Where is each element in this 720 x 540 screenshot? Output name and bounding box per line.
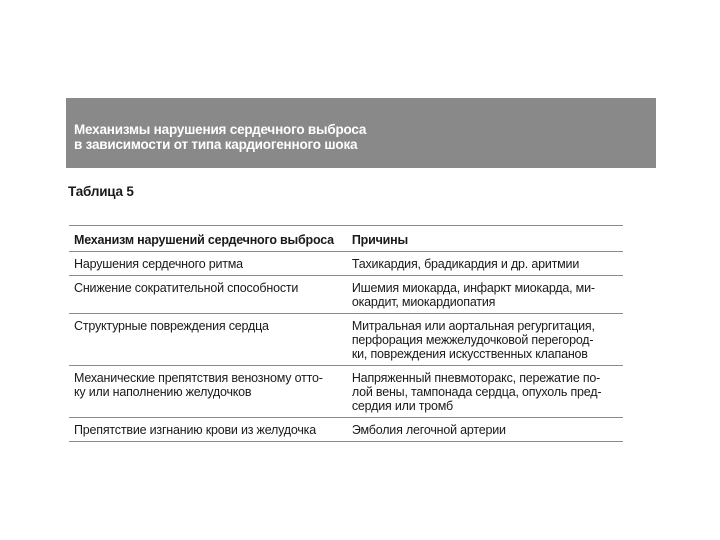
- table-row: [69, 252, 623, 276]
- column-header-mechanism: Механизм нарушений сердечного выброса: [69, 226, 347, 252]
- table-cell-mechanism: Снижение сократительной способности: [69, 276, 347, 314]
- table-label: Таблица 5: [68, 184, 134, 199]
- table-row: [69, 276, 623, 314]
- table-header-row: [69, 226, 623, 252]
- banner-title: Механизмы нарушения сердечного выброса в зависимости от типа кардиогенного шока: [74, 122, 367, 152]
- table-cell-mechanism: Препятствие изгнанию крови из желудочка: [69, 418, 347, 442]
- mechanisms-table: [69, 225, 623, 442]
- table-cell-mechanism: Структурные повреждения сердца: [69, 314, 347, 366]
- table-cell-causes: Митральная или аортальная регургитация, перфорация межжелудочковой перегород- ки, повреждения искусственных клапанов: [347, 314, 623, 366]
- table-row: [69, 314, 623, 366]
- table-row: [69, 418, 623, 442]
- section-banner: [66, 98, 656, 168]
- table-cell-causes: Эмболия легочной артерии: [347, 418, 623, 442]
- table-cell-mechanism: Механические препятствия венозному отто- ку или наполнению желудочков: [69, 366, 347, 418]
- column-header-causes: Причины: [347, 226, 623, 252]
- table-cell-causes: Напряженный пневмоторакс, пережатие по- лой вены, тампонада сердца, опухоль пред- сердия или тромб: [347, 366, 623, 418]
- table-cell-mechanism: Нарушения сердечного ритма: [69, 252, 347, 276]
- table-row: [69, 366, 623, 418]
- table-cell-causes: Тахикардия, брадикардия и др. аритмии: [347, 252, 623, 276]
- table-cell-causes: Ишемия миокарда, инфаркт миокарда, ми- окардит, миокардиопатия: [347, 276, 623, 314]
